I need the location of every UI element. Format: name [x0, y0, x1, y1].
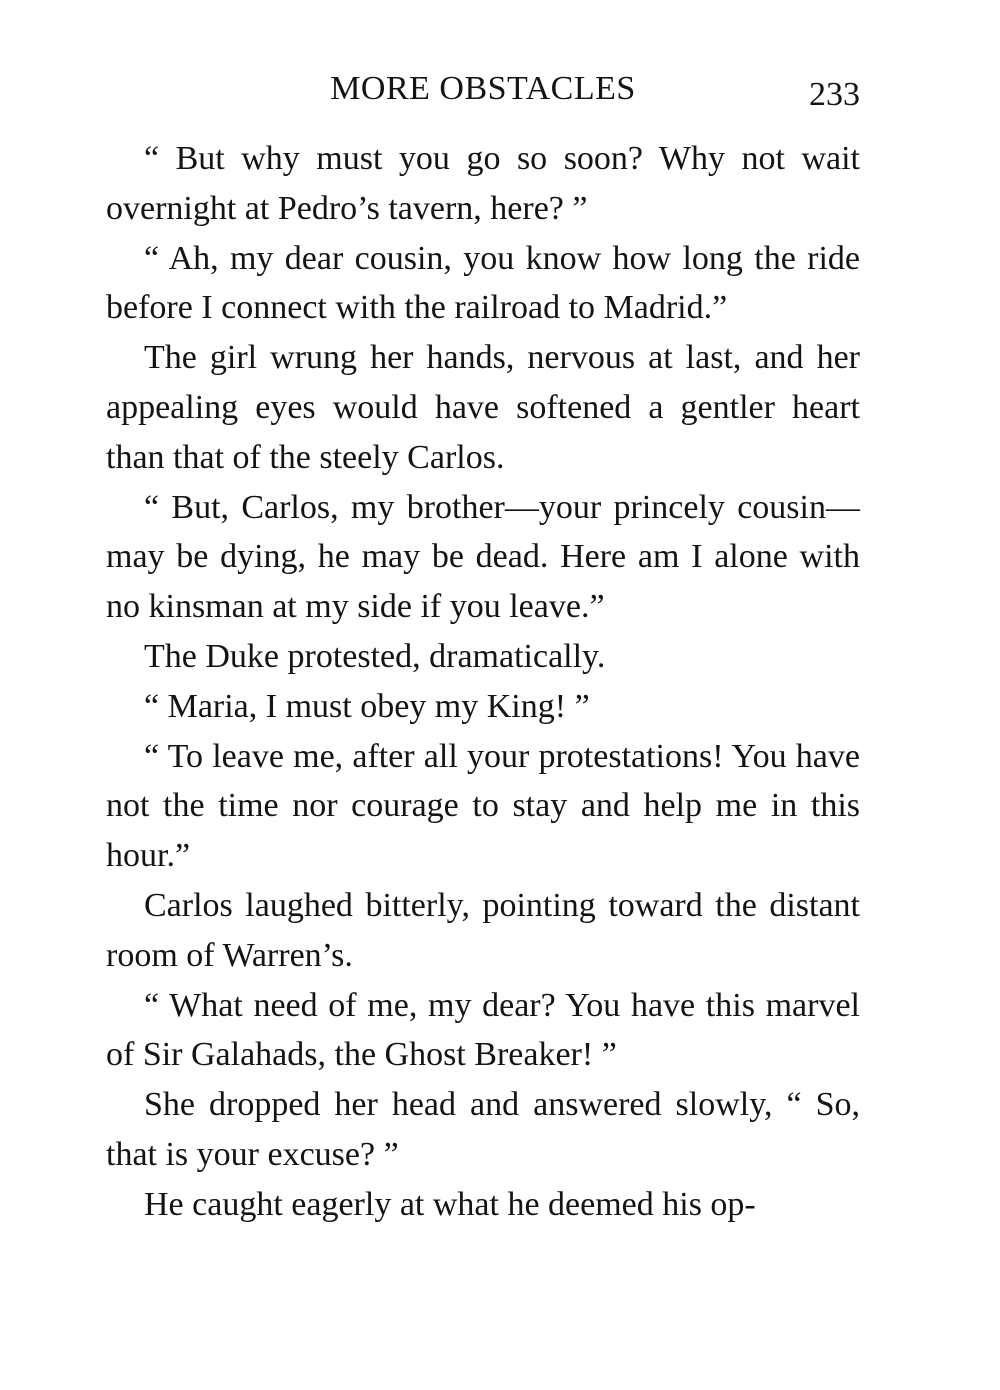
- paragraph: The girl wrung her hands, nervous at last, and her appealing eyes would have softened a gentler heart than that of the steely Carlos.: [106, 339, 860, 476]
- paragraph: “ But, Carlos, my brother—your princely cousin—may be dying, he may be dead. Here am I alone with no kinsman at my side if you leave.”: [106, 488, 860, 626]
- paragraph: “ But why must you go so soon? Why not wait overnight at Pedro’s tavern, here? ”: [106, 140, 860, 227]
- paragraph: “ To leave me, after all your protestations! You have not the time nor courage to stay and help me in this hour.”: [106, 737, 860, 875]
- paragraph: “ What need of me, my dear? You have this marvel of Sir Galahads, the Ghost Breaker! ”: [106, 986, 860, 1074]
- paragraph: The Duke protested, dramatically.: [144, 637, 606, 675]
- paragraph: He caught eagerly at what he deemed his op-: [144, 1185, 756, 1223]
- body-text: [106, 134, 860, 1230]
- paragraph: “ Maria, I must obey my King! ”: [144, 687, 590, 725]
- chapter-title: MORE OBSTACLES: [330, 70, 636, 107]
- page-number: 233: [809, 76, 860, 113]
- paragraph: She dropped her head and answered slowly, “ So, that is your excuse? ”: [106, 1086, 860, 1173]
- paragraph: “ Ah, my dear cousin, you know how long the ride before I connect with the railroad to Madrid.”: [106, 239, 860, 327]
- paragraph: Carlos laughed bitterly, pointing toward the distant room of Warren’s.: [106, 886, 860, 974]
- running-head: [106, 64, 860, 114]
